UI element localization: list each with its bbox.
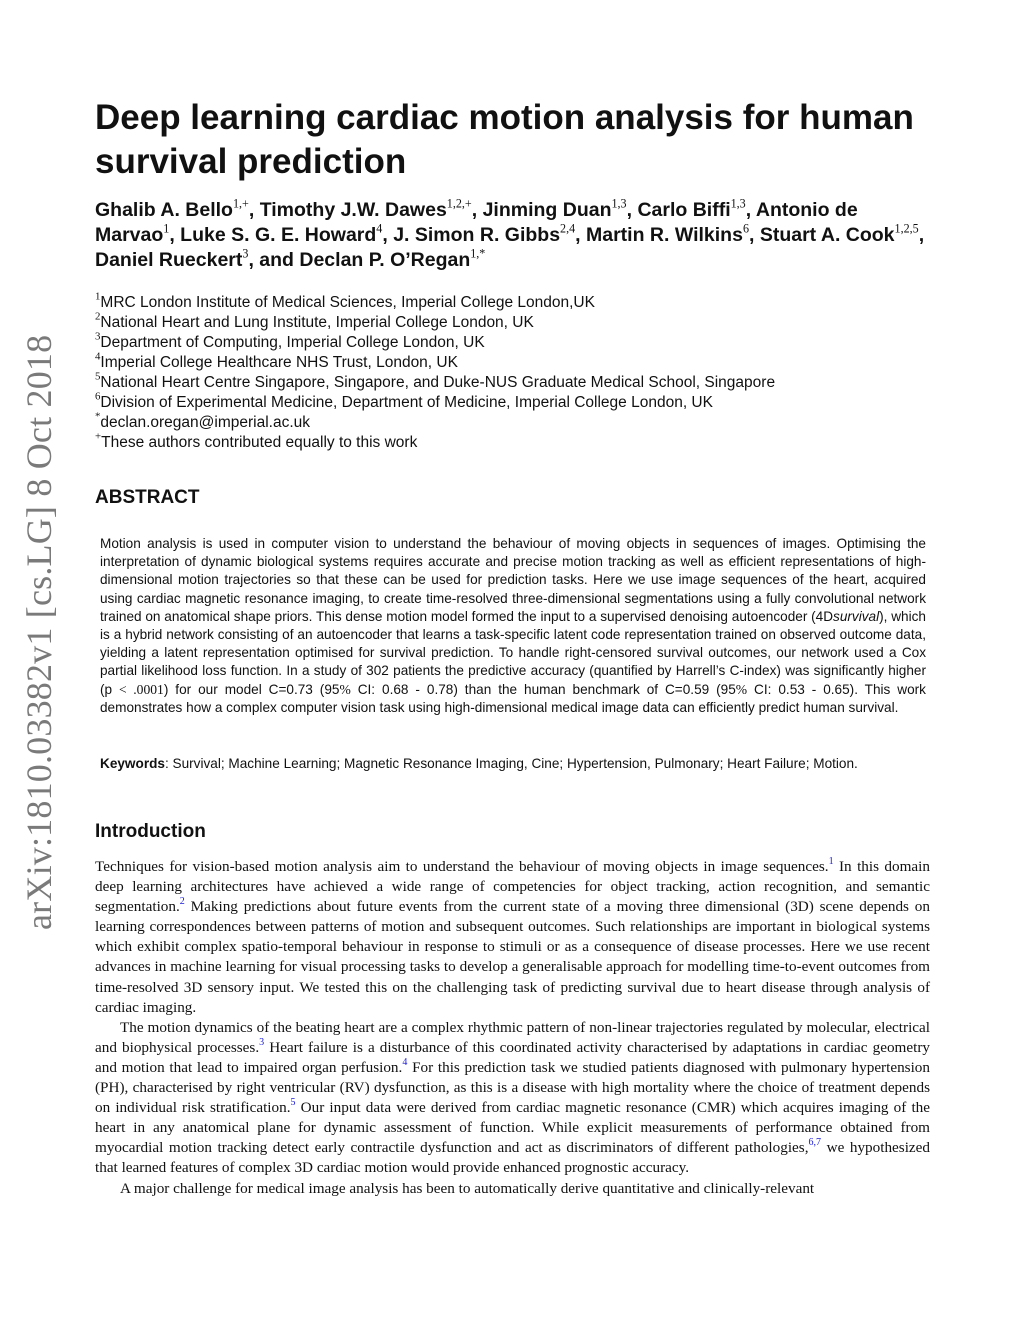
author-separator: ,: [748, 224, 760, 246]
author-name: Luke S. G. E. Howard: [180, 224, 377, 246]
affiliation-line: [95, 410, 945, 433]
author-separator: ,: [918, 224, 925, 246]
author-name: Daniel Rueckert: [95, 249, 243, 271]
introduction-paragraph: [95, 857, 930, 1018]
affiliation-line: [95, 430, 945, 453]
affiliation-line: [95, 390, 945, 413]
author-separator: ,: [575, 224, 586, 246]
abstract-text-4: CI: 0.68 - 0.78) than the human benchmark of C=0.59 (95: [350, 681, 736, 697]
author-separator: ,: [626, 199, 638, 221]
introduction-paragraph: [95, 1179, 930, 1199]
abstract-text-1: Motion analysis is used in computer vision to understand the behaviour of moving objects in sequences of images. Optimising the interpretation of dynamic biological systems requires accurate and precise motion tracking as well as efficient representations of high-dimensional motion trajectories so that these can be used for prediction tasks. Here we use image sequences of the heart, acquired using cardiac magnetic resonance imaging, to create time-resolved three-dimensional segmentations using a fully convolutional network trained on anatomical shape priors. This dense motion model formed the input to a supervised denoising autoencoder (4D: [100, 536, 926, 624]
author-affiliation-mark: 1,2,+: [446, 196, 472, 211]
citation-link[interactable]: 6,7: [808, 1137, 822, 1149]
affiliation-line: [95, 350, 945, 373]
abstract-math-pvalue: < .0001: [119, 681, 164, 697]
author-affiliation-mark: 4: [376, 221, 383, 236]
affiliation-text: National Heart Centre Singapore, Singapore, and Duke-NUS Graduate Medical School, Singapore: [100, 374, 776, 391]
author-name: Declan P. O’Regan: [299, 249, 471, 271]
author-separator: ,: [248, 199, 260, 221]
paragraph-text: we hypothesized that learned features of complex 3D cardiac motion would provide enhanced prognostic accuracy.: [95, 1139, 931, 1177]
affiliation-mark: 3: [95, 330, 101, 343]
author-name: Martin R. Wilkins: [586, 224, 743, 246]
introduction-paragraph: [95, 1018, 930, 1179]
affiliation-mark: *: [95, 410, 101, 423]
keywords-line: [100, 755, 940, 773]
paragraph-text: Techniques for vision-based motion analysis aim to understand the behaviour of moving objects in image sequences.: [95, 858, 829, 875]
author-separator: ,: [382, 224, 394, 246]
abstract-body: [100, 535, 926, 717]
arxiv-side-stamp: arXiv:1810.03382v1 [cs.LG] 8 Oct 2018: [19, 334, 59, 930]
affiliation-mark: +: [95, 430, 102, 443]
keywords-label: Keywords: [100, 756, 165, 771]
author-affiliation-mark: 1,2,5: [894, 221, 919, 236]
citation-link[interactable]: 1: [828, 855, 834, 867]
affiliation-mark: 6: [95, 390, 101, 403]
author-separator: ,: [745, 199, 756, 221]
author-affiliation-mark: 3: [242, 246, 249, 261]
affiliation-list: [95, 290, 945, 453]
citation-link[interactable]: 4: [402, 1056, 408, 1068]
affiliation-text: These authors contributed equally to this work: [101, 434, 418, 451]
citation-link[interactable]: 2: [179, 896, 185, 908]
abstract-heading: ABSTRACT: [95, 487, 200, 508]
author-affiliation-mark: 1,+: [232, 196, 249, 211]
affiliation-mark: 4: [95, 350, 101, 363]
paragraph-text: Our input data were derived from cardiac magnetic resonance (CMR) which acquires imaging of the heart in any anatomical plane for dynamic assessment of function. While explicit measurements of performance obtained from myocardial motion tracking detect early contractile dysfunction and act as discriminators of different pathologies,: [95, 1099, 930, 1157]
author-affiliation-mark: 6: [742, 221, 749, 236]
affiliation-text: National Heart and Lung Institute, Imperial College London, UK: [100, 314, 534, 331]
author-separator: ,: [169, 224, 181, 246]
paragraph-text: A major challenge for medical image analysis has been to automatically derive quantitative and clinically-relevant: [120, 1179, 815, 1197]
author-name: Ghalib A. Bello: [95, 199, 233, 221]
affiliation-line: [95, 330, 945, 353]
introduction-heading: Introduction: [95, 821, 206, 842]
affiliation-text: MRC London Institute of Medical Sciences, Imperial College London,UK: [100, 294, 595, 311]
author-separator: ,: [471, 199, 483, 221]
paragraph-text: Making predictions about future events from the current state of a moving three dimensional (3D) scene depends on learning correspondences between patterns of motion and subsequent outcomes. Such relationships are important in biological systems which exhibit complex spatio-temporal behaviour in response to stimuli or as a consequence of disease processes. Here we use recent advances in machine learning for visual processing tasks to develop a generalisable approach for modelling time-to-event outcomes from time-resolved 3D sensory input. We tested this on the challenging task of predicting survival due to heart disease through analysis of cardiac imaging.: [95, 898, 930, 1016]
author-name: Antonio de Marvao: [95, 199, 858, 246]
author-name: Carlo Biffi: [637, 199, 731, 221]
paragraph-text: For this prediction task we studied patients diagnosed with pulmonary hypertension (PH), characterised by right ventricular (RV) dysfunction, as this is a disease with high mortality where the choice of treatment depends on individual risk stratification.: [95, 1058, 930, 1117]
author-affiliation-mark: 1,3: [611, 196, 627, 211]
affiliation-mark: 2: [95, 310, 101, 323]
abstract-math-percent-2: %: [735, 681, 748, 697]
citation-link[interactable]: 3: [259, 1036, 265, 1048]
abstract-math-percent-1: %: [339, 681, 351, 697]
abstract-text-2: ), which is a hybrid network consisting of an autoencoder that learns a task-specific latent code representation trained on observed outcome data, yielding a latent representation optimised for survival prediction. To handle right-censored survival outcomes, our network used a Cox partial likelihood loss function. In a study of 302 patients the predictive accuracy (quantified by Harrell’s C-index) was significantly higher (p: [100, 608, 926, 697]
affiliation-mark: 1: [95, 290, 101, 303]
author-separator: , and: [248, 249, 300, 271]
author-name: Jinming Duan: [482, 199, 612, 221]
affiliation-text: Imperial College Healthcare NHS Trust, London, UK: [100, 354, 458, 371]
abstract-text-5: CI: 0.53 - 0.65). This work demonstrates how a complex computer vision task using high-dimensional medical image data can efficiently predict human survival.: [100, 681, 926, 715]
abstract-text-3: ) for our model C=0.73 (95: [163, 681, 340, 697]
author-name: Timothy J.W. Dawes: [259, 199, 447, 221]
author-affiliation-mark: 2,4: [560, 221, 576, 236]
paragraph-text: Heart failure is a disturbance of this coordinated activity characterised by adaptations in cardiac geometry and motion that lead to impaired organ perfusion.: [95, 1038, 930, 1076]
paper-title: Deep learning cardiac motion analysis for human survival prediction: [95, 98, 914, 181]
author-list: [95, 198, 930, 273]
author-affiliation-mark: 1: [163, 221, 170, 236]
affiliation-line: [95, 310, 945, 333]
affiliation-text: Department of Computing, Imperial College London, UK: [100, 334, 485, 351]
affiliation-mark: 5: [95, 370, 101, 383]
author-affiliation-mark: 1,3: [730, 196, 746, 211]
keywords-text: : Survival; Machine Learning; Magnetic Resonance Imaging, Cine; Hypertension, Pulmonary; Heart Failure; Motion.: [164, 756, 858, 771]
abstract-italic-survival: survival: [833, 608, 880, 624]
affiliation-text: declan.oregan@imperial.ac.uk: [100, 414, 311, 431]
citation-link[interactable]: 5: [290, 1097, 296, 1109]
introduction-body: [95, 857, 930, 1199]
affiliation-line: [95, 290, 945, 313]
author-affiliation-mark: 1,*: [470, 246, 486, 261]
paragraph-text: The motion dynamics of the beating heart are a complex rhythmic pattern of non-linear trajectories regulated by molecular, electrical and biophysical processes.: [95, 1018, 930, 1056]
author-name: J. Simon R. Gibbs: [393, 224, 561, 246]
paragraph-text: In this domain deep learning architectures have achieved a wide range of competencies for object tracking, action recognition, and semantic segmentation.: [95, 858, 930, 916]
author-name: Stuart A. Cook: [759, 224, 895, 246]
affiliation-line: [95, 370, 945, 393]
affiliation-text: Division of Experimental Medicine, Department of Medicine, Imperial College London, UK: [100, 394, 713, 411]
